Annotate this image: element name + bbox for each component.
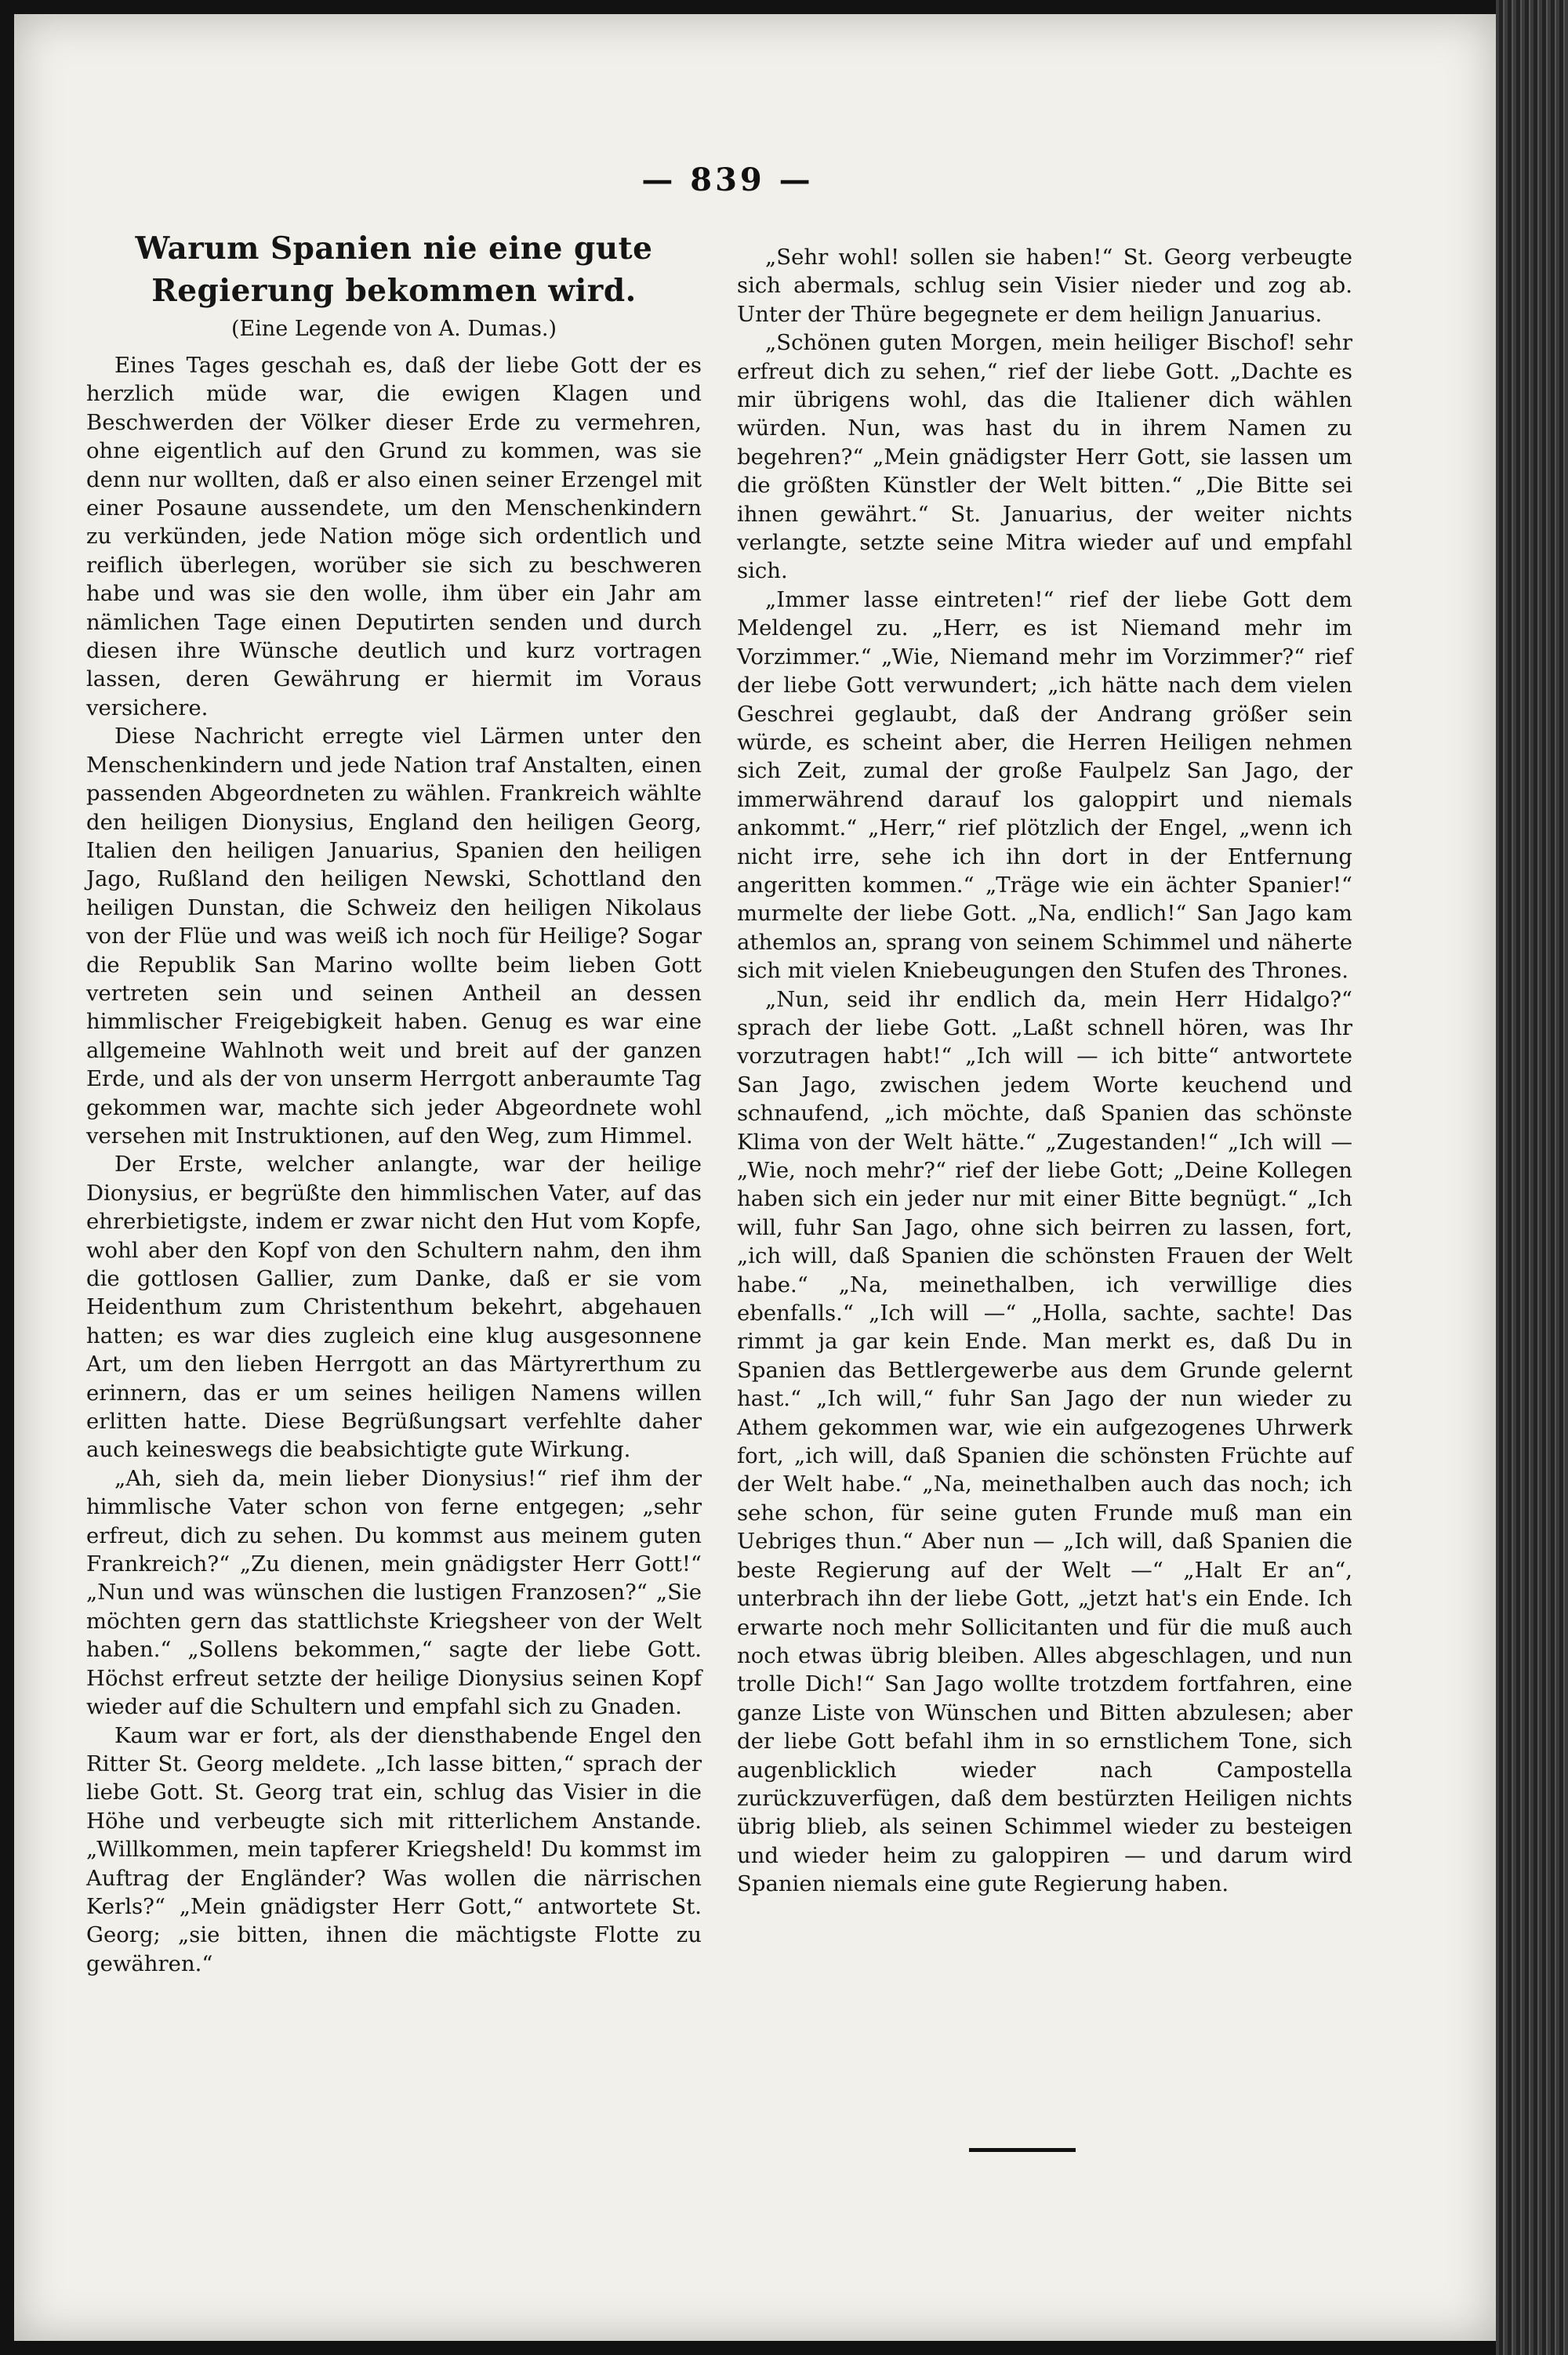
page-number: — 839 —	[641, 161, 814, 198]
paragraph: „Immer lasse eintreten!“ rief der liebe Gott dem Meldengel zu. „Herr, es ist Niemand mehr im Vorzimmer.“ „Wie, Niemand mehr im Vorzimmer?“ rief der liebe Gott verwundert; „ich hätte nach dem vielen Geschrei geglaubt, daß der Andrang größer sein würde, es scheint aber, die Herren Heiligen nehmen sich Zeit, zumal der große Faulpelz San Jago, der immerwährend darauf los galoppirt und niemals ankommt.“ „Herr,“ rief plötzlich der Engel, „wenn ich nicht irre, sehe ich ihn dort in der Entfernung angeritten kommen.“ „Träge wie ein ächter Spanier!“ murmelte der liebe Gott. „Na, endlich!“ San Jago kam athemlos an, sprang von seinem Schimmel und näherte sich mit vielen Kniebeugungen den Stufen des Thrones.	[737, 586, 1352, 984]
newspaper-page	[14, 14, 1496, 2341]
paragraph: Eines Tages geschah es, daß der liebe Gott der es herzlich müde war, die ewigen Klagen und Beschwerden der Völker dieser Erde zu vermehren, ohne eigentlich auf den Grund zu kommen, was sie denn nur wollten, daß er also einen seiner Erzengel mit einer Posaune aussendete, um den Menschenkindern zu verkünden, jede Nation möge sich ordentlich und reiflich überlegen, worüber sie sich zu beschweren habe und was sie den wolle, ihm über ein Jahr am nämlichen Tage einen Deputirten senden und durch diesen ihre Wünsche deutlich und kurz vortragen lassen, deren Gewährung er hiermit im Voraus versichere.	[86, 353, 702, 720]
end-of-article-rule	[969, 2148, 1076, 2152]
article-title-line-2: Regierung bekommen wird.	[151, 273, 637, 309]
paragraph: Kaum war er fort, als der diensthabende Engel den Ritter St. Georg meldete. „Ich lasse bitten,“ sprach der liebe Gott. St. Georg trat ein, schlug das Visier in die Höhe und verbeugte sich mit ritterlichem Anstande. „Willkommen, mein tapferer Kriegsheld! Du kommst im Auftrag der Engländer? Was wollen die närrischen Kerls?“ „Mein gnädigster Herr Gott,“ antwortete St. Georg; „sie bitten, ihnen die mächtigste Flotte zu gewähren.“	[86, 1722, 702, 1976]
left-column	[86, 227, 702, 1978]
book-spine	[1496, 0, 1568, 2355]
paragraph: Der Erste, welcher anlangte, war der heilige Dionysius, er begrüßte den himmlischen Vater, auf das ehrerbietigste, indem er zwar nicht den Hut vom Kopfe, wohl aber den Kopf von den Schultern nahm, den ihm die gottlosen Gallier, zum Danke, daß er sie vom Heidenthum zum Christenthum bekehrt, abgehauen hatten; es war dies zugleich eine klug ausgesonnene Art, um den lieben Herrgott an das Märtyrerthum zu erinnern, das er um seines heiligen Namens willen erlitten hatte. Diese Begrüßungsart verfehlte daher auch keineswegs die beabsichtigte gute Wirkung.	[86, 1152, 702, 1463]
article-title-line-1: Warum Spanien nie eine gute	[135, 230, 653, 267]
right-column	[737, 243, 1352, 1899]
article-subtitle: (Eine Legende von A. Dumas.)	[230, 317, 557, 341]
paragraph: „Nun, seid ihr endlich da, mein Herr Hidalgo?“ sprach der liebe Gott. „Laßt schnell hören, was Ihr vorzutragen habt!“ „Ich will — ich bitte“ antwortete San Jago, zwischen jedem Worte keuchend und schnaufend, „ich möchte, daß Spanien das schönste Klima von der Welt hätte.“ „Zugestanden!“ „Ich will — „Wie, noch mehr?“ rief der liebe Gott; „Deine Kollegen haben sich ein jeder nur mit einer Bitte begnügt.“ „Ich will, fuhr San Jago, ohne sich beirren zu lassen, fort, „ich will, daß Spanien die schönsten Frauen der Welt habe.“ „Na, meinethalben, ich verwillige dies ebenfalls.“ „Ich will —“ „Holla, sachte, sachte! Das rimmt ja gar kein Ende. Man merkt es, daß Du in Spanien das Bettlergewerbe aus dem Grunde gelernt hast.“ „Ich will,“ fuhr San Jago der nun wieder zu Athem gekommen war, wie ein aufgezogenes Uhrwerk fort, „ich will, daß Spanien die schönsten Früchte auf der Welt habe.“ „Na, meinethalben auch das noch; ich sehe schon, für seine guten Frunde muß man ein Uebriges thun.“ Aber nun — „Ich will, daß Spanien die beste Regierung auf der Welt —“ „Halt Er an“, unterbrach ihn der liebe Gott, „jetzt hat's ein Ende. Ich erwarte noch mehr Sollicitanten und für die muß auch noch etwas übrig bleiben. Alles abgeschlagen, und nun trolle Dich!“ San Jago wollte trotzdem fortfahren, eine ganze Liste von Wünschen und Bitten abzulesen; aber der liebe Gott befahl ihm in so ernstlichem Tone, sich augenblicklich wieder nach Campostella zurückzuverfügen, daß dem bestürzten Heiligen nichts übrig blieb, als seinen Schimmel wieder zu besteigen und wieder heim zu galoppiren — und darum wird Spanien niemals eine gute Regierung haben.	[737, 986, 1352, 1897]
paragraph: „Sehr wohl! sollen sie haben!“ St. Georg verbeugte sich abermals, schlug sein Visier nieder und zog ab. Unter der Thüre begegnete er dem heilign Januarius.	[737, 245, 1352, 327]
paragraph: „Schönen guten Morgen, mein heiliger Bischof! sehr erfreut dich zu sehen,“ rief der liebe Gott. „Dachte es mir übrigens wohl, das die Italiener dich wählen würden. Nun, was hast du in ihrem Namen zu begehren?“ „Mein gnädigster Herr Gott, sie lassen um die größten Künstler der Welt bitten.“ „Die Bitte sei ihnen gewährt.“ St. Januarius, der weiter nichts verlangte, setzte seine Mitra wieder auf und empfahl sich.	[737, 330, 1352, 584]
paragraph: „Ah, sieh da, mein lieber Dionysius!“ rief ihm der himmlische Vater schon von ferne entgegen; „sehr erfreut, dich zu sehen. Du kommst aus meinem guten Frankreich?“ „Zu dienen, mein gnädigster Herr Gott!“ „Nun und was wünschen die lustigen Franzosen?“ „Sie möchten gern das stattlichste Kriegsheer von der Welt haben.“ „Sollens bekommen,“ sagte der liebe Gott. Höchst erfreut setzte der heilige Dionysius seinen Kopf wieder auf die Schultern und empfahl sich zu Gnaden.	[86, 1465, 702, 1720]
paragraph: Diese Nachricht erregte viel Lärmen unter den Menschenkindern und jede Nation traf Anstalten, einen passenden Abgeordneten zu wählen. Frankreich wählte den heiligen Dionysius, England den heiligen Georg, Italien den heiligen Januarius, Spanien den heiligen Jago, Rußland den heiligen Newski, Schottland den heiligen Dunstan, die Schweiz den heiligen Nikolaus von der Flüe und was weiß ich noch für Heilige? Sogar die Republik San Marino wollte beim lieben Gott vertreten sein und seinen Antheil an dessen himmlischer Freigebigkeit haben. Genug es war eine allgemeine Wahlnoth weit und breit auf der ganzen Erde, und als der von unserm Herrgott anberaumte Tag gekommen war, machte sich jeder Abgeordnete wohl versehen mit Instruktionen, auf den Weg, zum Himmel.	[86, 724, 702, 1148]
